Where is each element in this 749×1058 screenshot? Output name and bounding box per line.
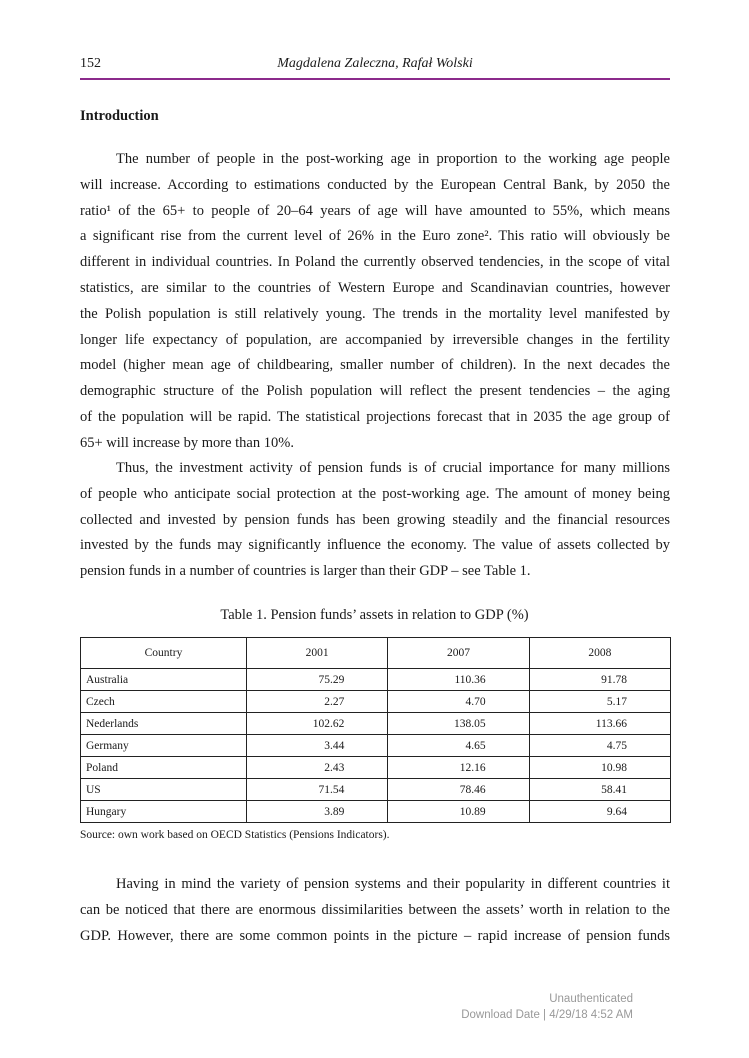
paragraph-1 xyxy=(80,147,670,457)
table-row xyxy=(81,735,671,757)
country-cell: Czech xyxy=(81,691,247,713)
paragraph-3 xyxy=(80,872,670,949)
text-line: 65+ will increase by more than 10%. xyxy=(80,434,294,451)
value-text: 10.89 xyxy=(459,805,486,818)
column-header: 2001 xyxy=(247,638,388,669)
value-cell xyxy=(247,757,388,779)
value-text: 58.41 xyxy=(601,783,627,796)
text-line: different in individual countries. In Poland the currently observed tendencies, in the scope of vital xyxy=(80,254,670,271)
section-title: Introduction xyxy=(80,108,159,124)
value-text: 138.05 xyxy=(454,717,486,730)
value-text: 2.27 xyxy=(324,695,345,708)
value-cell xyxy=(388,691,529,713)
text-line: can be noticed that there are enormous dissimilarities between the assets’ worth in relation to the xyxy=(80,901,670,918)
value-cell xyxy=(388,669,529,691)
value-cell xyxy=(247,779,388,801)
text-line: Having in mind the variety of pension systems and their popularity in different countries it xyxy=(116,876,670,892)
table-row xyxy=(81,779,671,801)
header-rule xyxy=(80,78,670,80)
text-line: the Polish population is still relatively young. The trends in the mortality level manifested by xyxy=(80,305,670,322)
table-row xyxy=(81,801,671,823)
value-cell xyxy=(388,735,529,757)
text-line: model (higher mean age of childbearing, smaller number of children). In the next decades the xyxy=(80,357,670,374)
text-line: GDP. However, there are some common points in the picture – rapid increase of pension funds xyxy=(80,927,670,944)
data-table xyxy=(80,637,671,823)
column-header: Country xyxy=(81,638,247,669)
country-cell: Hungary xyxy=(81,801,247,823)
value-text: 71.54 xyxy=(318,783,345,796)
value-cell xyxy=(388,779,529,801)
value-text: 102.62 xyxy=(312,717,345,730)
page-number: 152 xyxy=(80,56,101,71)
value-cell xyxy=(388,713,529,735)
text-line: The number of people in the post-working age in proportion to the working age people xyxy=(116,151,670,167)
text-line: pension funds in a number of countries is larger than their GDP – see Table 1. xyxy=(80,563,531,580)
text-line: statistics, are similar to the countries of Western Europe and Scandinavian countries, however xyxy=(80,279,670,296)
text-line: will increase. According to estimations conducted by the European Central Bank, by 2050 the xyxy=(80,176,670,193)
value-cell xyxy=(529,713,670,735)
text-line: a significant rise from the current level of 26% in the Euro zone². This ratio will obviously be xyxy=(80,228,670,245)
value-cell xyxy=(529,779,670,801)
text-line: invested by the funds may significantly influence the economy. The value of assets collected by xyxy=(80,537,670,554)
text-line: collected and invested by pension funds has been growing steadily and the financial resources xyxy=(80,511,670,528)
column-header: 2007 xyxy=(388,638,529,669)
value-cell xyxy=(529,801,670,823)
text-line: ratio¹ of the 65+ to people of 20–64 years of age will have amounted to 55%, which means xyxy=(80,202,670,219)
table-row xyxy=(81,757,671,779)
text-line: Thus, the investment activity of pension funds is of crucial importance for many millions xyxy=(116,460,670,476)
table-row xyxy=(81,669,671,691)
country-cell: Nederlands xyxy=(81,713,247,735)
value-cell xyxy=(529,757,670,779)
country-cell: Australia xyxy=(81,669,247,691)
country-cell: Poland xyxy=(81,757,247,779)
value-text: 91.78 xyxy=(601,673,627,686)
value-cell xyxy=(388,757,529,779)
country-cell: US xyxy=(81,779,247,801)
value-text: 110.36 xyxy=(454,673,486,686)
value-cell xyxy=(529,669,670,691)
text-line: of the population will be rapid. The statistical projections forecast that in 2035 the age group of xyxy=(80,408,670,425)
value-cell xyxy=(247,713,388,735)
text-line: of people who anticipate social protection at the post-working age. The amount of money being xyxy=(80,485,670,502)
table-row xyxy=(81,691,671,713)
table-caption: Table 1. Pension funds’ assets in relation to GDP (%) xyxy=(220,607,529,623)
table-row xyxy=(81,713,671,735)
value-text: 4.75 xyxy=(606,739,627,752)
value-text: 2.43 xyxy=(324,761,345,774)
value-cell xyxy=(388,801,529,823)
text-line: demographic structure of the Polish population will reflect the present tendencies – the aging xyxy=(80,383,670,400)
value-text: 5.17 xyxy=(606,695,627,708)
footer-auth: Unauthenticated xyxy=(549,993,633,1005)
authors: Magdalena Zaleczna, Rafał Wolski xyxy=(277,56,473,71)
value-text: 78.46 xyxy=(459,783,486,796)
column-header: 2008 xyxy=(529,638,670,669)
paragraph-2 xyxy=(80,456,670,585)
value-cell xyxy=(247,735,388,757)
value-text: 4.65 xyxy=(465,739,486,752)
footer-download-date: Download Date | 4/29/18 4:52 AM xyxy=(461,1009,633,1021)
value-text: 10.98 xyxy=(601,761,627,774)
value-text: 75.29 xyxy=(318,673,345,686)
value-text: 9.64 xyxy=(606,805,627,818)
country-cell: Germany xyxy=(81,735,247,757)
value-cell xyxy=(247,691,388,713)
text-line: longer life expectancy of population, are accompanied by irreversible changes in the fertility xyxy=(80,331,670,348)
value-text: 113.66 xyxy=(595,717,627,730)
value-text: 4.70 xyxy=(465,695,486,708)
value-cell xyxy=(247,801,388,823)
value-cell xyxy=(529,735,670,757)
value-cell xyxy=(529,691,670,713)
value-text: 3.44 xyxy=(324,739,345,752)
table-source: Source: own work based on OECD Statistics (Pensions Indicators). xyxy=(80,829,390,841)
value-text: 3.89 xyxy=(324,805,345,818)
value-cell xyxy=(247,669,388,691)
value-text: 12.16 xyxy=(459,761,486,774)
running-header xyxy=(80,56,670,78)
